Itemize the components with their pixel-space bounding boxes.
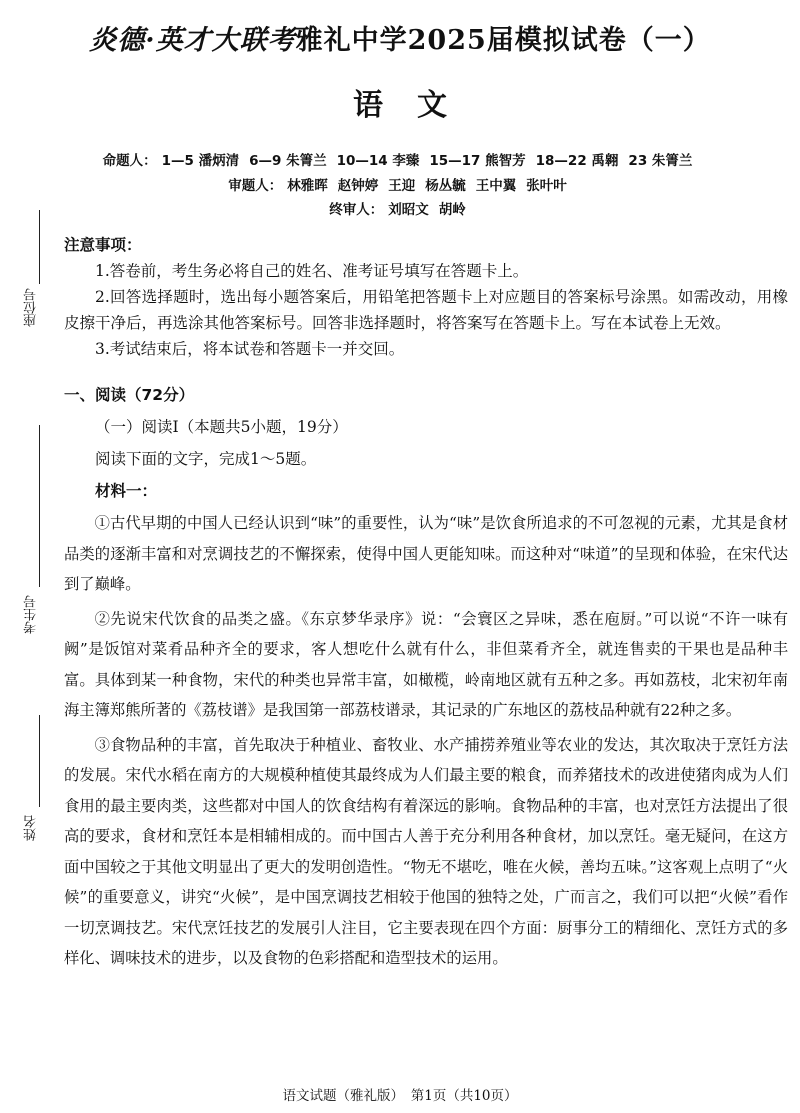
author-item: 15—17 熊智芳 xyxy=(429,153,526,169)
brand-name: 炎德·英才大联考 xyxy=(89,25,296,56)
author-item: 1—5 潘炳清 xyxy=(161,153,240,169)
exam-title: 雅礼中学2025届模拟试卷（一） xyxy=(295,25,711,56)
reading-instruction: 阅读下面的文字，完成1～5题。 xyxy=(95,450,317,468)
final-label: 终审人： xyxy=(329,202,384,218)
material-label: 材料一： xyxy=(95,482,158,500)
reviewers-label: 审题人： xyxy=(228,178,283,194)
name-field[interactable] xyxy=(22,715,44,875)
author-item: 23 朱箐兰 xyxy=(628,153,693,169)
notes-title: 注意事项： xyxy=(64,236,142,254)
reviewer-item: 王中翼 xyxy=(475,178,517,194)
candidate-number-line xyxy=(39,425,40,587)
passage-paragraph: ②先说宋代饮食的品类之盛。《东京梦华录序》说：“会寰区之异味，悉在庖厨。”可以说“不许一味有阙”是饭馆对菜肴品种齐全的要求，客人想吃什么就有什么，非但菜肴齐全，就连售卖的干果也是品种丰富。具体到某一种食物，宋代的种类也异常丰富，如橄榄，岭南地区就有五种之多。再如荔枝，北宋初年南海主簿郑熊所著的《荔枝谱》是我国第一部荔枝谱录，其记录的广东地区的荔枝品种就有22种之多。 xyxy=(64,609,788,719)
page-footer: 语文试题（雅礼版） 第1页（共10页） xyxy=(282,1088,518,1104)
author-item: 18—22 禹翱 xyxy=(535,153,619,169)
final-reviewer-item: 刘昭文 xyxy=(388,202,429,218)
reviewer-item: 林雅晖 xyxy=(287,178,328,194)
name-line xyxy=(39,715,40,807)
exam-content xyxy=(64,232,788,974)
seat-number-field[interactable] xyxy=(22,210,44,360)
reviewer-item: 张叶叶 xyxy=(526,178,567,194)
candidate-number-label: 考生号 xyxy=(24,595,39,634)
reviewer-item: 杨丛毓 xyxy=(425,178,466,194)
name-label: 姓名 xyxy=(24,815,39,841)
passage-paragraph: ①古代早期的中国人已经认识到“味”的重要性，认为“味”是饮食所追求的不可忽视的元素，尤其是食材品类的逐渐丰富和对烹调技艺的不懈探索，使得中国人更能知味。而这种对“味道”的呈现和体验，在宋代达到了巅峰。 xyxy=(64,514,788,593)
final-reviewers-line xyxy=(0,198,800,222)
note-item: 3.考试结束后，将本试卷和答题卡一并交回。 xyxy=(95,340,405,358)
reviewer-item: 王迎 xyxy=(388,178,416,194)
note-item: 1.答卷前，考生务必将自己的姓名、准考证号填写在答题卡上。 xyxy=(95,262,529,280)
candidate-number-field[interactable] xyxy=(22,425,44,665)
author-item: 10—14 李臻 xyxy=(336,153,420,169)
note-item: 2.回答选择题时，选出每小题答案后，用铅笔把答题卡上对应题目的答案标号涂黑。如需改动，用橡皮擦干净后，再选涂其他答案标号。回答非选择题时，将答案写在答题卡上。写在本试卷上无效。 xyxy=(64,288,788,332)
seat-number-line xyxy=(39,210,40,284)
reviewer-item: 赵钟婷 xyxy=(337,178,379,194)
subsection-heading: （一）阅读Ⅰ（本题共5小题，19分） xyxy=(95,418,348,436)
authors-line xyxy=(0,149,800,173)
exam-header xyxy=(0,18,800,57)
authors-label: 命题人： xyxy=(102,153,157,169)
seat-number-label: 座位号 xyxy=(24,288,39,327)
final-reviewer-item: 胡岭 xyxy=(438,202,466,218)
section-heading: 一、阅读（72分） xyxy=(64,386,195,404)
passage-paragraph: ③食物品种的丰富，首先取决于种植业、畜牧业、水产捕捞养殖业等农业的发达，其次取决于烹饪方法的发展。宋代水稻在南方的大规模种植使其最终成为人们最主要的粮食，而养猪技术的改进使猪肉成为人们食用的最主要肉类，这些都对中国人的饮食结构有着深远的影响。食物品种的丰富，也对烹饪方法提出了很高的要求，食材和烹饪本是相辅相成的。而中国古人善于充分利用各种食材，加以烹饪。毫无疑问，在这方面中国较之于其他文明显出了更大的发明创造性。“物无不堪吃，唯在火候，善均五味。”这客观上点明了“火候”的重要意义，讲究“火候”，是中国烹调技艺相较于他国的独特之处，广而言之，我们可以把“火候”看作一切烹调技艺。宋代烹饪技艺的发展引人注目，它主要表现在四个方面：厨事分工的精细化、烹饪方式的多样化、调味技术的进步，以及食物的色彩搭配和造型技术的运用。 xyxy=(64,735,788,967)
reviewers-line xyxy=(0,174,800,198)
subject-title: 语文 xyxy=(353,88,481,123)
author-item: 6—9 朱箐兰 xyxy=(249,153,327,169)
